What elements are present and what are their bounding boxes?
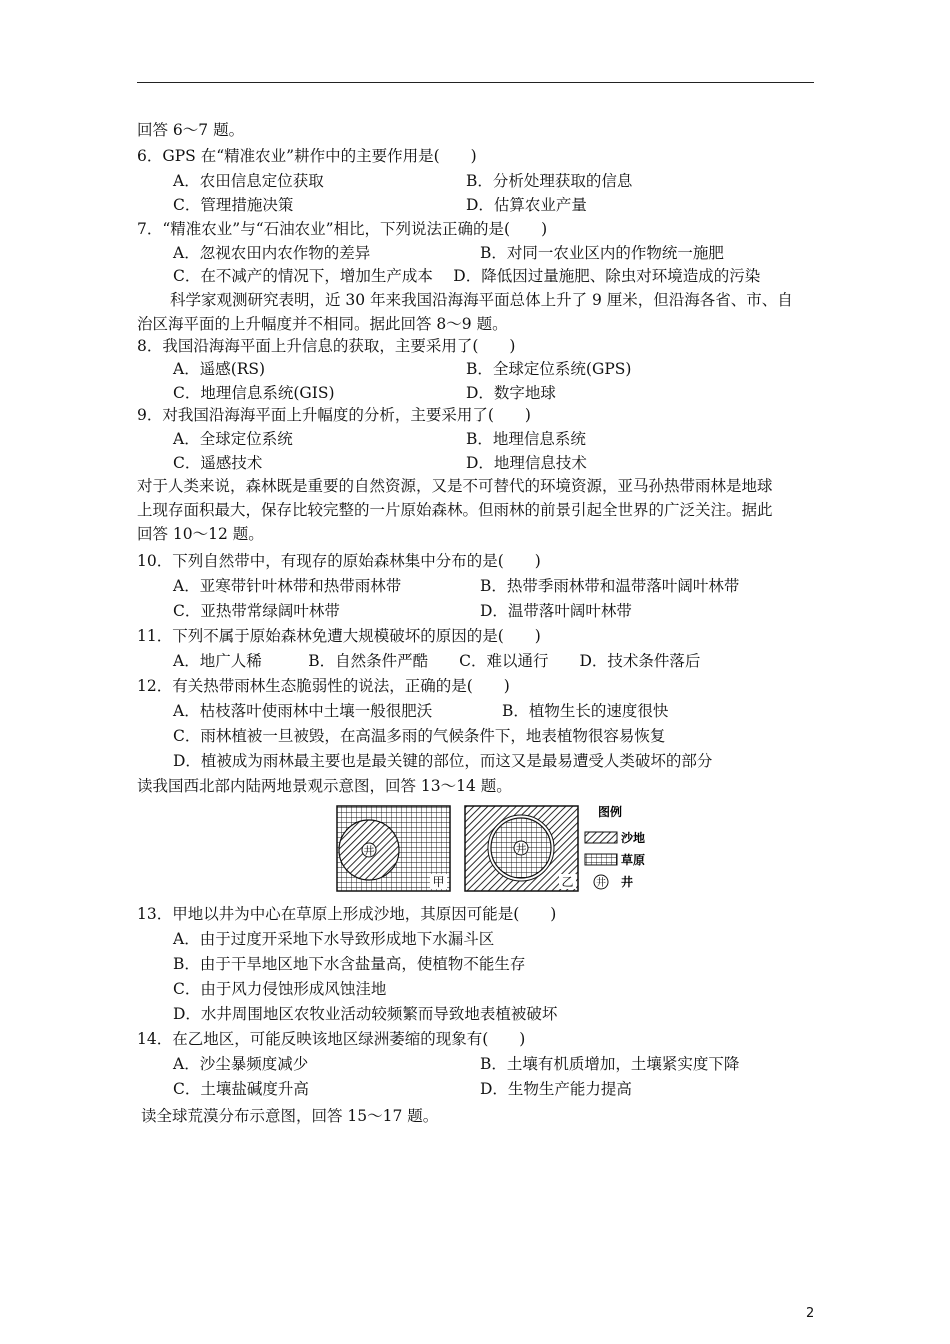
page-number: 2	[806, 1306, 815, 1321]
option-9c: C．遥感技术	[173, 454, 263, 472]
legend-well-label: 井	[621, 875, 634, 889]
passage-3-line2: 上现存面积最大，保存比较完整的一片原始森林。但雨林的前景引起全世界的广泛关注。据此	[137, 501, 773, 519]
passage-2-line2: 治区海平面的上升幅度并不相同。据此回答 8～9 题。	[137, 315, 508, 333]
question-8: 8．我国沿海海平面上升信息的获取，主要采用了( )	[137, 337, 516, 355]
option-13d: D．水井周围地区农牧业活动较频繁而导致地表植被破坏	[173, 1005, 558, 1023]
option-6b: B．分析处理获取的信息	[466, 172, 633, 190]
map-label-jia: 甲	[432, 875, 445, 889]
option-7b: B．对同一农业区内的作物统一施肥	[480, 244, 724, 262]
question-12: 12．有关热带雨林生态脆弱性的说法，正确的是( )	[137, 677, 510, 695]
passage-3-line3: 回答 10～12 题。	[137, 525, 264, 543]
option-13b: B．由于干旱地区地下水含盐量高，使植物不能生存	[173, 955, 526, 973]
passage-5: 读全球荒漠分布示意图，回答 15～17 题。	[141, 1107, 439, 1125]
option-10d: D．温带落叶阔叶林带	[480, 602, 632, 620]
legend-sand-swatch	[585, 832, 617, 843]
option-8c: C．地理信息系统(GIS)	[173, 384, 335, 402]
options-11: A．地广人稀 B．自然条件严酷 C．难以通行 D．技术条件落后	[173, 652, 701, 670]
question-11: 11．下列不属于原始森林免遭大规模破坏的原因的是( )	[137, 627, 541, 645]
option-13a: A．由于过度开采地下水导致形成地下水漏斗区	[173, 930, 495, 948]
option-7cd: C．在不减产的情况下，增加生产成本 D．降低因过量施肥、除虫对环境造成的污染	[173, 267, 761, 285]
legend-sand-label: 沙地	[621, 831, 646, 845]
option-8d: D．数字地球	[466, 384, 556, 402]
question-7: 7．“精准农业”与“石油农业”相比，下列说法正确的是( )	[137, 220, 548, 238]
passage-2-line1: 科学家观测研究表明，近 30 年来我国沿海海平面总体上升了 9 厘米，但沿海各省、市、自	[170, 291, 793, 309]
option-14a: A．沙尘暴频度减少	[173, 1055, 309, 1073]
option-9b: B．地理信息系统	[466, 430, 586, 448]
map-label-yi: 乙	[561, 875, 574, 889]
option-10b: B．热带季雨林带和温带落叶阔叶林带	[480, 577, 740, 595]
option-7a: A．忽视农田内农作物的差异	[173, 244, 371, 262]
question-14: 14．在乙地区，可能反映该地区绿洲萎缩的现象有( )	[137, 1030, 526, 1048]
option-6c: C．管理措施决策	[173, 196, 294, 214]
figure-legend	[585, 804, 645, 889]
header-rule	[137, 82, 814, 83]
legend-grass-label: 草原	[621, 853, 646, 867]
question-6: 6．GPS 在“精准农业”耕作中的主要作用是( )	[137, 147, 477, 165]
option-13c: C．由于风力侵蚀形成风蚀洼地	[173, 980, 387, 998]
option-6a: A．农田信息定位获取	[173, 172, 324, 190]
question-9: 9．对我国沿海海平面上升幅度的分析，主要采用了( )	[137, 406, 531, 424]
passage-4: 读我国西北部内陆两地景观示意图，回答 13～14 题。	[137, 777, 512, 795]
option-14c: C．土壤盐碱度升高	[173, 1080, 309, 1098]
option-14d: D．生物生产能力提高	[480, 1080, 632, 1098]
question-10: 10．下列自然带中，有现存的原始森林集中分布的是( )	[137, 552, 541, 570]
legend-grass-swatch	[585, 854, 617, 865]
legend-title: 图例	[598, 805, 623, 819]
option-12d: D．植被成为雨林最主要也是最关键的部位，而这又是最易遭受人类破坏的部分	[173, 752, 713, 770]
option-9d: D．地理信息技术	[466, 454, 587, 472]
option-8b: B．全球定位系统(GPS)	[466, 360, 632, 378]
well-label-jia: 井	[363, 844, 375, 858]
option-12a: A．枯枝落叶使雨林中土壤一般很肥沃	[173, 702, 433, 720]
option-14b: B．土壤有机质增加，土壤紧实度下降	[480, 1055, 740, 1073]
landscape-figure	[336, 802, 656, 894]
legend-well-symbol-text: 井	[596, 878, 606, 889]
option-12c: C．雨林植被一旦被毁，在高温多雨的气候条件下，地表植物很容易恢复	[173, 727, 666, 745]
option-10a: A．亚寒带针叶林带和热带雨林带	[173, 577, 402, 595]
option-6d: D．估算农业产量	[466, 196, 587, 214]
option-9a: A．全球定位系统	[173, 430, 293, 448]
option-10c: C．亚热带常绿阔叶林带	[173, 602, 340, 620]
question-13: 13．甲地以井为中心在草原上形成沙地，其原因可能是( )	[137, 905, 557, 923]
well-label-yi: 井	[515, 842, 527, 856]
option-8a: A．遥感(RS)	[173, 360, 266, 378]
intro-line: 回答 6～7 题。	[137, 121, 245, 139]
option-12b: B．植物生长的速度很快	[502, 702, 669, 720]
passage-3-line1: 对于人类来说，森林既是重要的自然资源，又是不可替代的环境资源，亚马孙热带雨林是地球	[137, 477, 773, 495]
